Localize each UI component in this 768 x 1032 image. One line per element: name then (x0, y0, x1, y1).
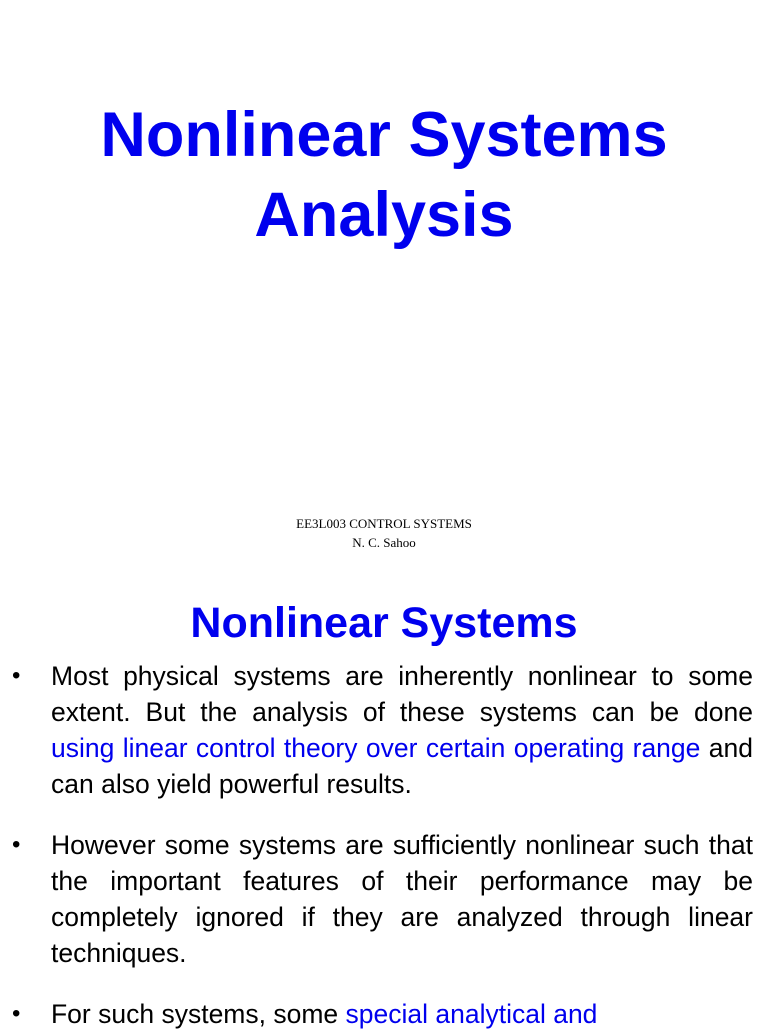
bullet-dot: • (12, 831, 21, 858)
content-slide (0, 578, 768, 1029)
course-name: EE3L003 CONTROL SYSTEMS (296, 516, 472, 531)
bullet-text: However some systems are sufficiently nonlinear such that the important features of their performance may be completely ignored if they are analyzed through linear techniques. (51, 830, 753, 968)
slide-heading: Nonlinear Systems (190, 599, 578, 647)
slide-footer (0, 514, 768, 552)
highlighted-phrase: special analytical and (345, 999, 598, 1029)
author-name: N. C. Sahoo (352, 535, 416, 550)
bullet-text-part: Most physical systems are inherently nonlinear to some extent. But the analysis of these systems can be done (51, 661, 753, 727)
highlighted-phrase: using linear control theory over certain operating range (51, 733, 701, 763)
bullet-text (51, 658, 753, 802)
slide-title-line-1: Nonlinear Systems (100, 100, 668, 170)
bullet-text (51, 996, 753, 1032)
bullet-dot: • (12, 662, 21, 689)
slide-title-line-2: Analysis (254, 180, 514, 250)
bullet-text-part: For such systems, some (51, 999, 346, 1029)
bullet-dot: • (12, 1000, 21, 1027)
bullet-text-part: and can also yield powerful results. (51, 733, 754, 799)
